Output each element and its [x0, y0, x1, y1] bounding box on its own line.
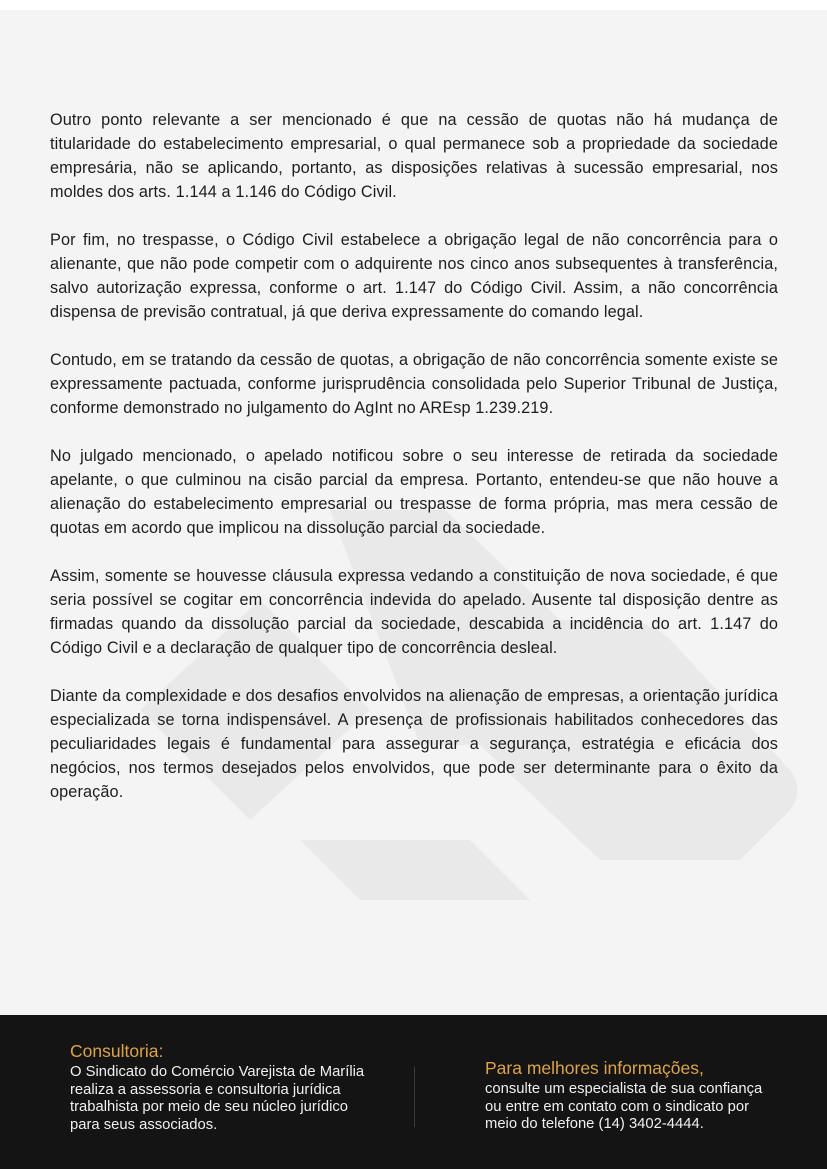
info-block — [485, 1057, 775, 1134]
footer — [0, 1015, 827, 1169]
info-text: consulte um especialista de sua confiança ou entre em contato com o sindicato por meio do telefone (14) 3402-4444. — [485, 1081, 763, 1132]
paragraph-1: Outro ponto relevante a ser mencionado é que na cessão de quotas não há mudança de titularidade do estabelecimento empresarial, o qual permanece sob a propriedade da sociedade empresária, não se aplicando, portanto, as disposições relativas à sucessão empresarial, nos moldes dos arts. 1.144 a 1.146 do Código Civil. — [50, 111, 778, 201]
paragraph-2: Por fim, no trespasse, o Código Civil estabelece a obrigação legal de não concorrência para o alienante, que não pode competir com o adquirente nos cinco anos subsequentes à transferência, salvo autorização expressa, conforme o art. 1.147 do Código Civil. Assim, a não concorrência dispensa de previsão contratual, já que deriva expressamente do comando legal. — [50, 231, 778, 321]
paragraph-3: Contudo, em se tratando da cessão de quotas, a obrigação de não concorrência somente existe se expressamente pactuada, conforme jurisprudência consolidada pelo Superior Tribunal de Justiça, conforme demonstrado no julgamento do AgInt no AREsp 1.239.219. — [50, 351, 778, 417]
paragraph-4: No julgado mencionado, o apelado notificou sobre o seu interesse de retirada da sociedade apelante, o que culminou na cisão parcial da empresa. Portanto, entendeu-se que não houve a alienação do estabelecimento empresarial ou trespasse de forma própria, mas mera cessão de quotas em acordo que implicou na dissolução parcial da sociedade. — [50, 447, 778, 537]
consultoria-text: O Sindicato do Comércio Varejista de Marília realiza a assessoria e consultoria jurídica trabalhista por meio de seu núcleo jurídico para seus associados. — [70, 1064, 365, 1133]
document-page — [0, 10, 827, 1015]
info-title: Para melhores informações, — [485, 1058, 704, 1078]
paragraph-5: Assim, somente se houvesse cláusula expressa vedando a constituição de nova sociedade, é que seria possível se cogitar em concorrência indevida do apelado. Ausente tal disposição dentre as firmadas quando da dissolução parcial da sociedade, descabida a incidência do art. 1.147 do Código Civil e a declaração de qualquer tipo de concorrência desleal. — [50, 567, 778, 657]
footer-divider — [414, 1067, 415, 1127]
article-body — [50, 108, 778, 828]
consultoria-block — [70, 1040, 370, 1134]
paragraph-6: Diante da complexidade e dos desafios envolvidos na alienação de empresas, a orientação jurídica especializada se torna indispensável. A presença de profissionais habilitados conhecedores das peculiaridades legais é fundamental para assegurar a segurança, estratégia e eficácia dos negócios, nos termos desejados pelos envolvidos, que pode ser determinante para o êxito da operação. — [50, 687, 778, 801]
consultoria-title: Consultoria: — [70, 1041, 164, 1061]
